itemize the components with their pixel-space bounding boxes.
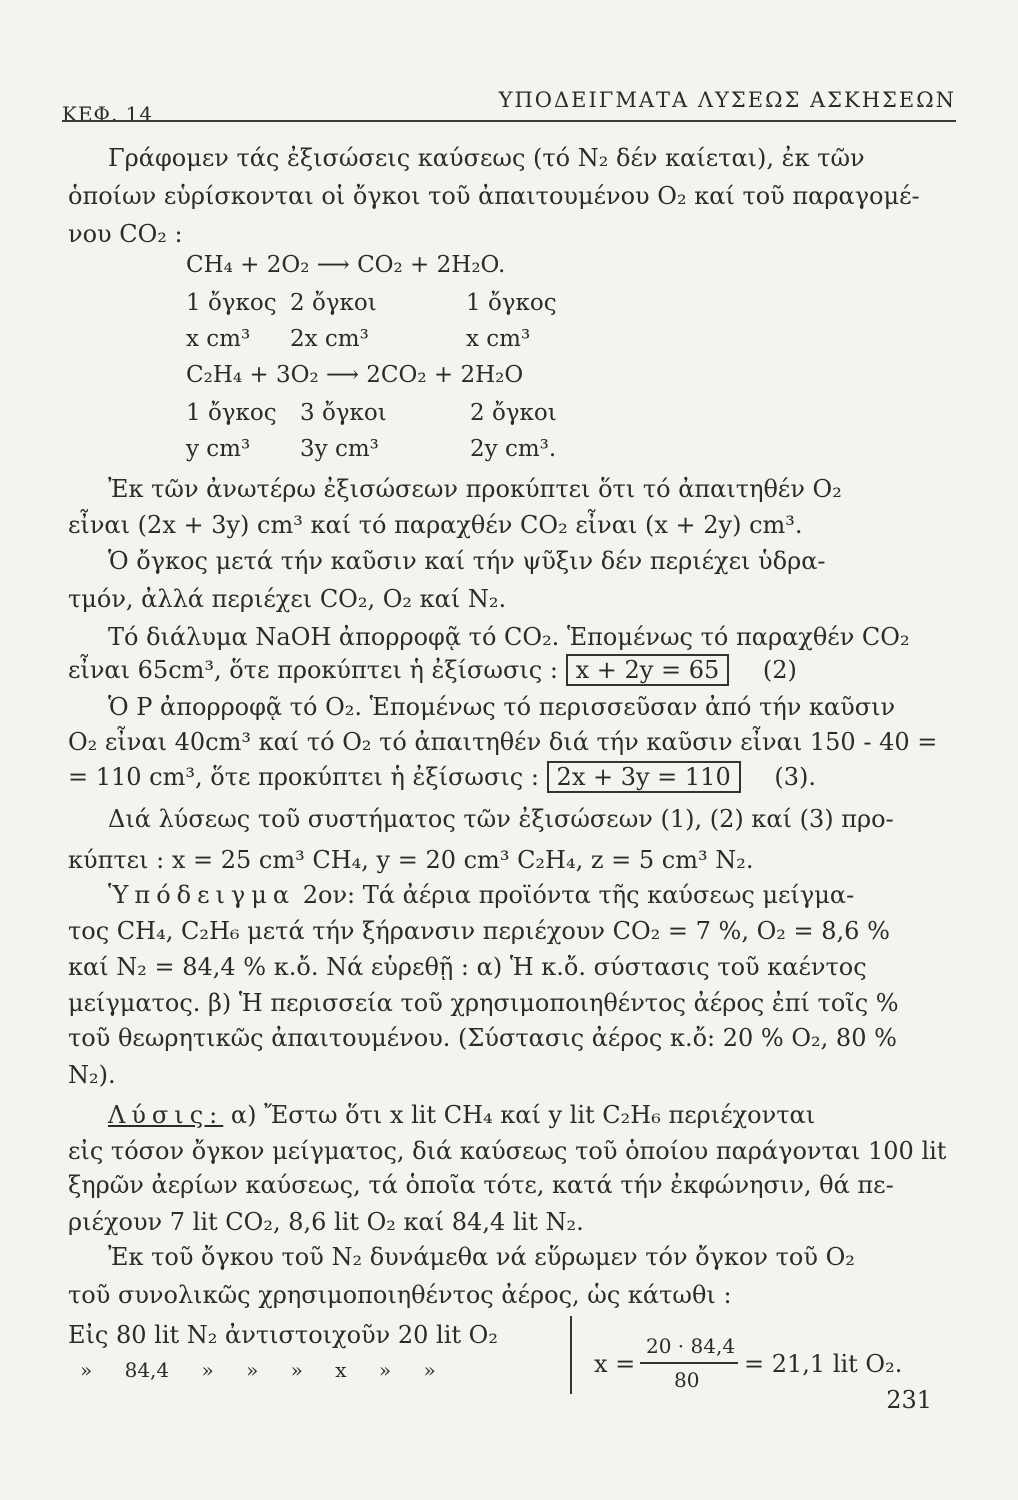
equation-volume: 2 ὄγκοι (290, 290, 377, 316)
fraction-lhs: x = (594, 1350, 636, 1378)
text-fragment: = 110 cm³, ὅτε προκύπτει ἡ ἐξίσωσις : (68, 763, 539, 791)
solution-heading-line (108, 1100, 815, 1130)
text-line: Ἐκ τῶν ἀνωτέρω ἐξισώσεων προκύπτει ὅτι τό ἀπαιτηθέν O₂ (108, 475, 842, 503)
text-line: τμόν, ἀλλά περιέχει CO₂, O₂ καί N₂. (68, 585, 507, 613)
equation-ch4: CH₄ + 2O₂ ⟶ CO₂ + 2H₂O. (186, 252, 506, 278)
text-line: Ὁ ὄγκος μετά τήν καῦσιν καί τήν ψῦξιν δέν περιέχει ὑδρα- (108, 547, 826, 575)
text-line: τος CH₄, C₂H₆ μετά τήν ξήρανσιν περιέχουν CO₂ = 7 %, O₂ = 8,6 % (68, 917, 890, 945)
text-line: Ἐκ τοῦ ὄγκου τοῦ N₂ δυνάμεθα νά εὕρωμεν τόν ὄγκον τοῦ O₂ (108, 1243, 855, 1271)
text-line: τοῦ θεωρητικῶς ἀπαιτουμένου. (Σύστασις ἀέρος κ.ὄ: 20 % O₂, 80 % (68, 1024, 897, 1052)
equation-c2h4: C₂H₄ + 3O₂ ⟶ 2CO₂ + 2H₂O (186, 362, 524, 388)
text-line: νου CO₂ : (68, 220, 183, 248)
text-line: O₂ εἶναι 40cm³ καί τό O₂ τό ἀπαιτηθέν διά τήν καῦσιν εἶναι 150 - 40 = (68, 728, 938, 756)
text-line: Διά λύσεως τοῦ συστήματος τῶν ἐξισώσεων (1), (2) καί (3) προ- (108, 805, 894, 833)
text-line (68, 762, 816, 792)
chapter-header: ΚΕΦ. 14 (62, 102, 154, 126)
text-line: εἰς τόσον ὄγκον μείγματος, διά καύσεως τοῦ ὁποίου παράγονται 100 lit (68, 1137, 947, 1165)
equation-number: (3). (774, 763, 816, 791)
example-number: 2ον: (302, 881, 356, 909)
fraction-result: = 21,1 lit O₂. (744, 1350, 903, 1378)
text-line: μείγματος. β) Ἡ περισσεία τοῦ χρησιμοποιηθέντος ἀέρος ἐπί τοῖς % (68, 989, 899, 1017)
fraction-numerator: 20 · 84,4 (646, 1334, 736, 1358)
text-line: κύπτει : x = 25 cm³ CH₄, y = 20 cm³ C₂H₄, z = 5 cm³ N₂. (68, 846, 754, 874)
text-line: ὁποίων εὑρίσκονται οἱ ὄγκοι τοῦ ἀπαιτουμένου O₂ καί τοῦ παραγομέ- (68, 182, 920, 210)
equation-volume: 1 ὄγκος (466, 290, 557, 316)
text-fragment: εἶναι 65cm³, ὅτε προκύπτει ἡ ἐξίσωσις : (68, 656, 558, 684)
equation-amount: 2y cm³. (470, 436, 557, 462)
equation-amount: 3y cm³ (300, 436, 379, 462)
boxed-equation: 2x + 3y = 110 (547, 761, 741, 793)
equation-amount: 2x cm³ (290, 326, 369, 352)
text-line: εἶναι (2x + 3y) cm³ καί τό παραχθέν CO₂ εἶναι (x + 2y) cm³. (68, 511, 803, 539)
solution-label: Λύσις: (108, 1101, 224, 1129)
text-line: ριέχουν 7 lit CO₂, 8,6 lit O₂ καί 84,4 lit N₂. (68, 1208, 584, 1236)
equation-amount: x cm³ (466, 326, 531, 352)
text-line: ξηρῶν ἀερίων καύσεως, τά ὁποῖα τότε, κατά τήν ἐκφώνησιν, θά πε- (68, 1171, 894, 1199)
proportion-row: Εἰς 80 lit N₂ ἀντιστοιχοῦν 20 lit O₂ (68, 1321, 498, 1349)
fraction-denominator: 80 (674, 1368, 700, 1392)
equation-volume: 1 ὄγκος (186, 290, 277, 316)
proportion-divider (570, 1316, 572, 1394)
text-line: Ὁ P ἀπορροφᾷ τό O₂. Ἑπομένως τό περισσεῦσαν ἀπό τήν καῦσιν (108, 693, 896, 721)
fraction-bar (640, 1362, 738, 1364)
equation-number: (2) (762, 656, 797, 684)
equation-amount: y cm³ (186, 436, 251, 462)
example-label: Ὑπόδειγμα (108, 881, 296, 909)
text-fragment: α) Ἔστω ὅτι x lit CH₄ καί y lit C₂H₆ περιέχονται (230, 1101, 816, 1129)
equation-volume: 3 ὄγκοι (300, 400, 387, 426)
text-line: Γράφομεν τάς ἐξισώσεις καύσεως (τό N₂ δέν καίεται), ἐκ τῶν (108, 144, 865, 172)
equation-volume: 1 ὄγκος (186, 400, 277, 426)
boxed-equation: x + 2y = 65 (566, 654, 730, 686)
text-line (68, 655, 797, 685)
text-line: καί N₂ = 84,4 % κ.ὄ. Νά εὑρεθῇ : α) Ἡ κ.ὄ. σύστασις τοῦ καέντος (68, 953, 867, 981)
example-heading-line (108, 880, 854, 910)
proportion-row: » 84,4 » » » x » » (80, 1358, 436, 1382)
equation-amount: x cm³ (186, 326, 251, 352)
text-line: Τό διάλυμα NaOH ἀπορροφᾷ τό CO₂. Ἑπομένως τό παραχθέν CO₂ (108, 623, 910, 651)
section-header: ΥΠΟΔΕΙΓΜΑΤΑ ΛΥΣΕΩΣ ΑΣΚΗΣΕΩΝ (498, 88, 956, 112)
text-fragment: Τά ἀέρια προϊόντα τῆς καύσεως μείγμα- (362, 881, 855, 909)
equation-volume: 2 ὄγκοι (470, 400, 557, 426)
text-line: τοῦ συνολικῶς χρησιμοποιηθέντος ἀέρος, ὡς κάτωθι : (68, 1281, 732, 1309)
page-number: 231 (886, 1386, 932, 1414)
header-rule (62, 120, 956, 122)
text-line: N₂). (68, 1061, 116, 1089)
